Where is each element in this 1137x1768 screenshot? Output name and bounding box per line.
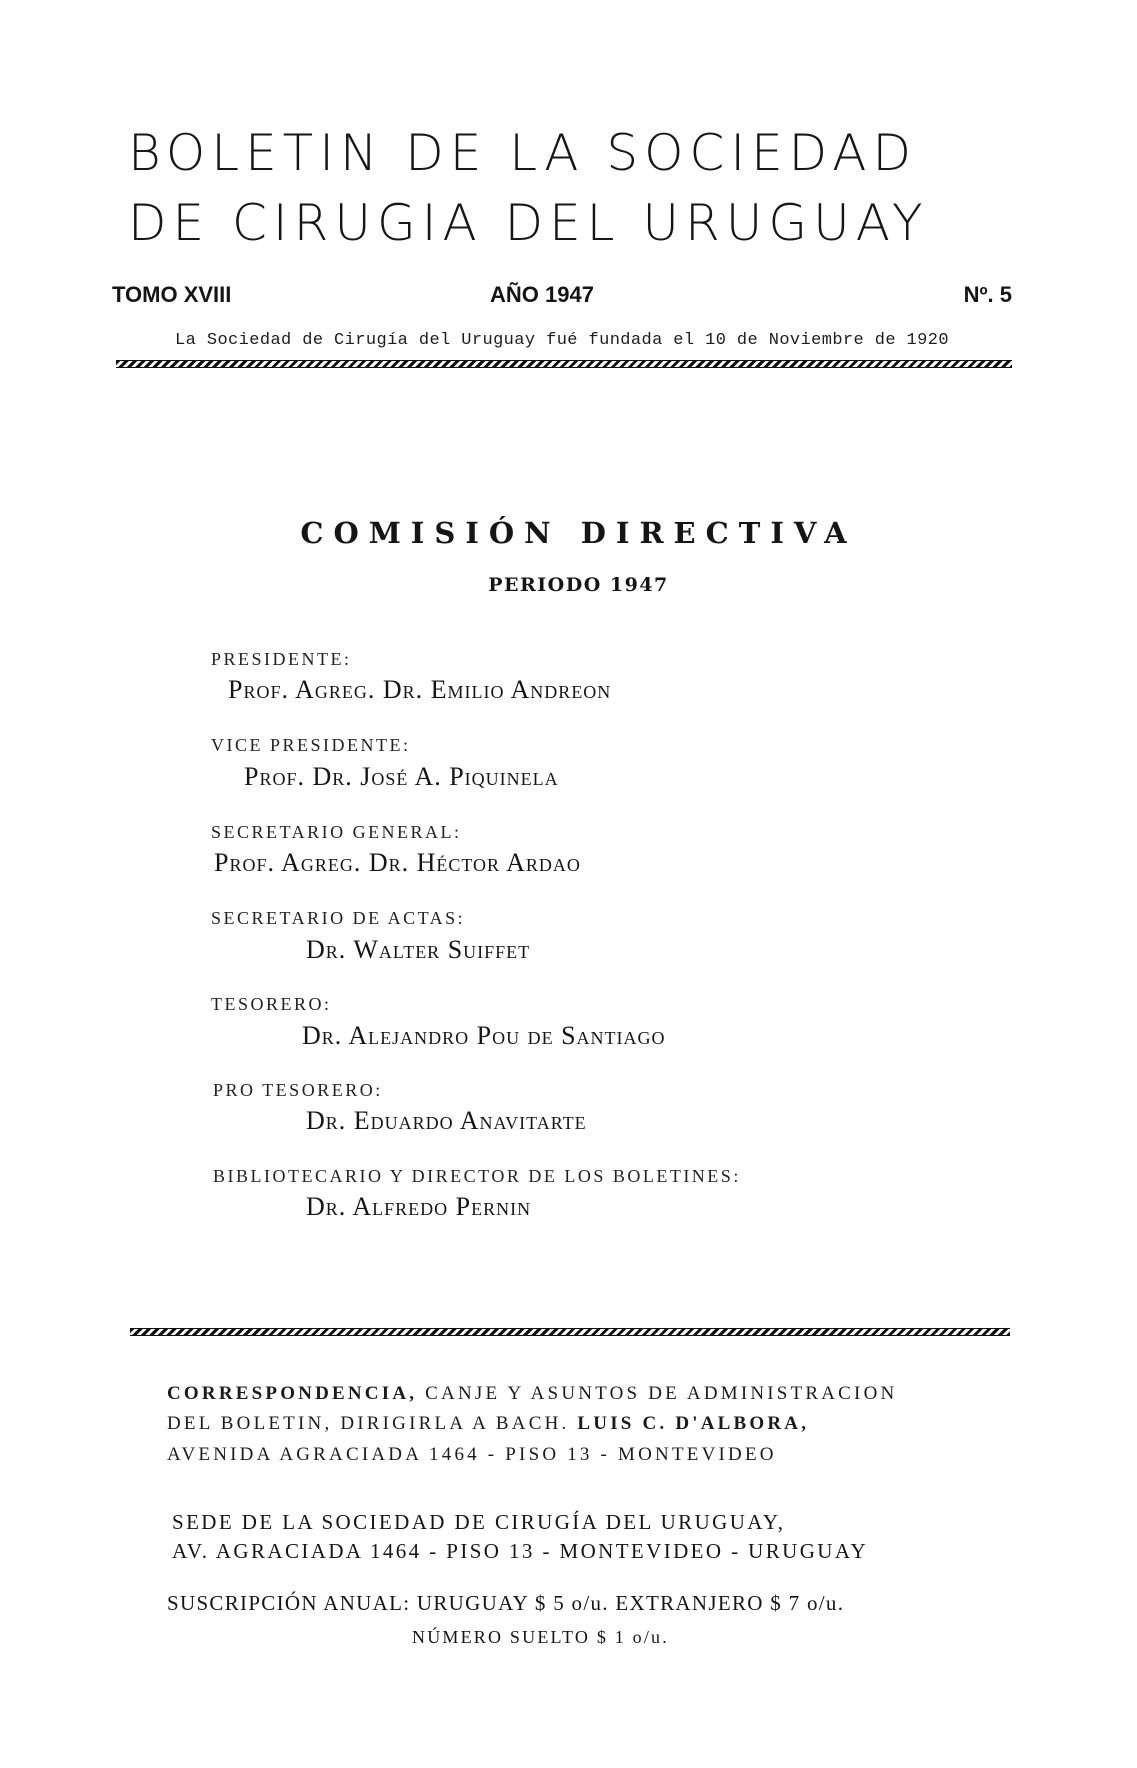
role-label-vice-president: VICE PRESIDENTE: bbox=[211, 735, 411, 755]
headquarters-address: AV. AGRACIADA 1464 - PISO 13 - MONTEVIDEO - URUGUAY bbox=[172, 1539, 869, 1563]
member-name-minutes-secretary: Dr. Walter Suiffet bbox=[306, 935, 531, 964]
correspondence-recipient-text: DEL BOLETIN, DIRIGIRLA A BACH. bbox=[167, 1413, 570, 1434]
volume-label: TOMO XVIII bbox=[112, 282, 232, 307]
correspondence-recipient-name: LUIS C. D'ALBORA, bbox=[577, 1413, 810, 1434]
role-label-minutes-secretary: SECRETARIO DE ACTAS: bbox=[211, 908, 466, 928]
journal-title-line-1: BOLETIN DE LA SOCIEDAD bbox=[128, 124, 918, 182]
ornamental-rule-bottom bbox=[130, 1328, 1010, 1336]
correspondence-label: CORRESPONDENCIA, bbox=[167, 1383, 418, 1404]
ornamental-rule-top bbox=[116, 360, 1012, 368]
commission-heading: COMISIÓN DIRECTIVA bbox=[300, 516, 857, 550]
issue-number-label: Nº. 5 bbox=[963, 282, 1012, 307]
role-label-president: PRESIDENTE: bbox=[211, 649, 352, 669]
member-name-president: Prof. Agreg. Dr. Emilio Andreon bbox=[228, 675, 612, 704]
single-issue-price: NÚMERO SUELTO $ 1 o/u. bbox=[412, 1627, 669, 1647]
subscription-prices: SUSCRIPCIÓN ANUAL: URUGUAY $ 5 o/u. EXTRANJERO $ 7 o/u. bbox=[167, 1591, 845, 1615]
role-label-treasurer: TESORERO: bbox=[211, 994, 332, 1014]
year-label: AÑO 1947 bbox=[490, 282, 594, 307]
member-name-general-secretary: Prof. Agreg. Dr. Héctor Ardao bbox=[214, 848, 581, 877]
journal-title-line-2: DE CIRUGIA DEL URUGUAY bbox=[128, 194, 929, 252]
issue-info-row bbox=[112, 282, 1012, 318]
founding-note: La Sociedad de Cirugía del Uruguay fué fundada el 10 de Noviembre de 1920 bbox=[175, 331, 949, 350]
role-label-general-secretary: SECRETARIO GENERAL: bbox=[211, 822, 462, 842]
member-name-treasurer: Dr. Alejandro Pou de Santiago bbox=[302, 1021, 666, 1050]
member-name-pro-treasurer: Dr. Eduardo Anavitarte bbox=[306, 1106, 587, 1135]
correspondence-line-1 bbox=[167, 1383, 897, 1405]
member-name-vice-president: Prof. Dr. José A. Piquinela bbox=[244, 762, 559, 791]
role-label-pro-treasurer: PRO TESORERO: bbox=[213, 1080, 383, 1100]
member-name-librarian-director: Dr. Alfredo Pernin bbox=[306, 1192, 532, 1221]
correspondence-line-2 bbox=[167, 1413, 809, 1435]
role-label-librarian-director: BIBLIOTECARIO Y DIRECTOR DE LOS BOLETINES: bbox=[213, 1166, 741, 1186]
correspondence-address: AVENIDA AGRACIADA 1464 - PISO 13 - MONTEVIDEO bbox=[167, 1444, 777, 1465]
headquarters-line-1: SEDE DE LA SOCIEDAD DE CIRUGÍA DEL URUGUAY, bbox=[172, 1510, 786, 1534]
commission-period: PERIODO 1947 bbox=[488, 574, 669, 596]
correspondence-text: CANJE Y ASUNTOS DE ADMINISTRACION bbox=[425, 1383, 898, 1404]
